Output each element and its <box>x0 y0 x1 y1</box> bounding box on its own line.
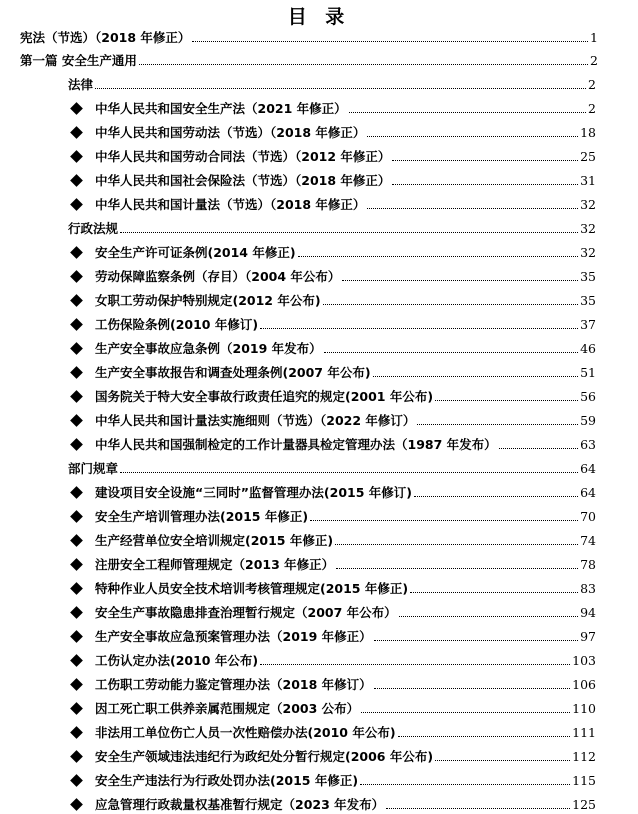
toc-entry-page: 115 <box>572 773 596 788</box>
toc-entry-page: 94 <box>580 605 596 620</box>
diamond-bullet-icon <box>70 126 83 139</box>
toc-entry[interactable] <box>72 574 596 596</box>
toc-entry[interactable] <box>20 46 598 68</box>
dot-leader <box>95 88 586 89</box>
dot-leader <box>499 448 578 449</box>
diamond-bullet-icon <box>70 150 83 163</box>
toc-entry-label: 女职工劳动保护特别规定(2012 年公布) <box>95 293 321 308</box>
toc-entry[interactable] <box>72 742 596 764</box>
toc-entry-page: 112 <box>572 749 596 764</box>
toc-entry[interactable] <box>72 166 596 188</box>
toc-entry-label: 国务院关于特大安全事故行政责任追究的规定(2001 年公布) <box>95 389 434 404</box>
toc-entry[interactable] <box>72 694 596 716</box>
toc-entry-page: 1 <box>590 30 598 45</box>
toc-entry-label: 中华人民共和国劳动合同法（节选）（2012 年修正） <box>95 149 391 164</box>
toc-entry-label: 中华人民共和国劳动法（节选）（2018 年修正） <box>95 125 366 140</box>
toc-entry[interactable] <box>72 478 596 500</box>
dot-leader <box>324 352 578 353</box>
dot-leader <box>323 304 579 305</box>
dot-leader <box>342 280 578 281</box>
diamond-bullet-icon <box>70 750 83 763</box>
toc-entry[interactable] <box>72 766 596 788</box>
toc-entry-label: 中华人民共和国计量法实施细则（节选）（2022 年修订） <box>95 413 416 428</box>
toc-entry-page: 63 <box>580 437 596 452</box>
toc-entry-label: 应急管理行政裁量权基准暂行规定（2023 年发布） <box>95 797 385 812</box>
diamond-bullet-icon <box>70 342 83 355</box>
diamond-bullet-icon <box>70 294 83 307</box>
diamond-bullet-icon <box>70 726 83 739</box>
toc-entry-page: 37 <box>580 317 596 332</box>
toc-entry-label: 安全生产事故隐患排查治理暂行规定（2007 年公布） <box>95 605 397 620</box>
toc-entry-label: 第一篇 安全生产通用 <box>20 53 137 68</box>
dot-leader <box>349 112 586 113</box>
toc-entry-page: 2 <box>588 101 596 116</box>
toc-entry[interactable] <box>72 502 596 524</box>
toc-entry-label: 中华人民共和国社会保险法（节选）（2018 年修正） <box>95 173 391 188</box>
toc-entry-page: 59 <box>580 413 596 428</box>
toc-entry-label: 中华人民共和国强制检定的工作计量器具检定管理办法（1987 年发布） <box>95 437 497 452</box>
dot-leader <box>374 640 578 641</box>
toc-entry-label: 因工死亡职工供养亲属范围规定（2003 公布） <box>95 701 360 716</box>
diamond-bullet-icon <box>70 702 83 715</box>
toc-entry-page: 46 <box>580 341 596 356</box>
dot-leader <box>361 712 570 713</box>
toc-entry-label: 非法用工单位伤亡人员一次性赔偿办法(2010 年公布) <box>95 725 396 740</box>
toc-entry[interactable] <box>72 190 596 212</box>
toc-entry-label: 安全生产违法行为行政处罚办法(2015 年修正) <box>95 773 359 788</box>
toc-entry-label: 宪法（节选）（2018 年修正） <box>20 30 191 45</box>
dot-leader <box>392 184 578 185</box>
toc-entry-page: 111 <box>572 725 596 740</box>
dot-leader <box>414 496 578 497</box>
dot-leader <box>435 400 578 401</box>
diamond-bullet-icon <box>70 318 83 331</box>
toc-entry-label: 法律 <box>68 77 94 92</box>
toc-entry-page: 125 <box>572 797 596 812</box>
toc-entry-label: 注册安全工程师管理规定（2013 年修正） <box>95 557 335 572</box>
toc-title: 目 录 <box>287 6 351 28</box>
diamond-bullet-icon <box>70 606 83 619</box>
toc-entry[interactable] <box>68 214 596 236</box>
diamond-bullet-icon <box>70 102 83 115</box>
diamond-bullet-icon <box>70 198 83 211</box>
toc-entry[interactable] <box>72 262 596 284</box>
toc-entry-label: 安全生产许可证条例(2014 年修正) <box>95 245 296 260</box>
toc-entry[interactable] <box>68 454 596 476</box>
toc-entry-page: 51 <box>580 365 596 380</box>
toc-entry-page: 31 <box>580 173 596 188</box>
toc-entry-page: 35 <box>580 293 596 308</box>
toc-entry-label: 生产安全事故应急预案管理办法（2019 年修正） <box>95 629 372 644</box>
toc-entry-page: 64 <box>580 461 596 476</box>
toc-entry[interactable] <box>72 310 596 332</box>
toc-entry-label: 中华人民共和国安全生产法（2021 年修正） <box>95 101 347 116</box>
toc-entry[interactable] <box>68 70 596 92</box>
diamond-bullet-icon <box>70 774 83 787</box>
dot-leader <box>120 472 578 473</box>
toc-entry-page: 2 <box>590 53 598 68</box>
diamond-bullet-icon <box>70 390 83 403</box>
toc-entry[interactable] <box>72 94 596 116</box>
dot-leader <box>373 376 579 377</box>
toc-entry-label: 特种作业人员安全技术培训考核管理规定(2015 年修正) <box>95 581 409 596</box>
diamond-bullet-icon <box>70 486 83 499</box>
toc-entry[interactable] <box>72 526 596 548</box>
toc-entry-page: 74 <box>580 533 596 548</box>
toc-entry-page: 32 <box>580 245 596 260</box>
toc-entry[interactable] <box>20 23 598 45</box>
toc-entry[interactable] <box>72 790 596 812</box>
diamond-bullet-icon <box>70 270 83 283</box>
toc-entry-page: 35 <box>580 269 596 284</box>
toc-entry-label: 建设项目安全设施“三同时”监督管理办法(2015 年修订) <box>95 485 412 500</box>
toc-entry-label: 生产经营单位安全培训规定(2015 年修正) <box>95 533 334 548</box>
toc-entry[interactable] <box>72 622 596 644</box>
diamond-bullet-icon <box>70 678 83 691</box>
toc-entry[interactable] <box>72 670 596 692</box>
toc-entry[interactable] <box>72 334 596 356</box>
toc-entry-page: 32 <box>580 221 596 236</box>
toc-entry-page: 83 <box>580 581 596 596</box>
toc-entry-page: 32 <box>580 197 596 212</box>
diamond-bullet-icon <box>70 366 83 379</box>
dot-leader <box>374 688 570 689</box>
diamond-bullet-icon <box>70 654 83 667</box>
dot-leader <box>120 232 578 233</box>
dot-leader <box>367 136 578 137</box>
toc-entry-page: 70 <box>580 509 596 524</box>
dot-leader <box>139 64 588 65</box>
toc-entry[interactable] <box>72 646 596 668</box>
dot-leader <box>336 568 578 569</box>
diamond-bullet-icon <box>70 558 83 571</box>
toc-entry[interactable] <box>72 286 596 308</box>
dot-leader <box>260 664 570 665</box>
toc-entry-page: 106 <box>572 677 596 692</box>
dot-leader <box>360 784 570 785</box>
toc-entry-label: 工伤职工劳动能力鉴定管理办法（2018 年修订） <box>95 677 372 692</box>
diamond-bullet-icon <box>70 174 83 187</box>
dot-leader <box>386 808 570 809</box>
diamond-bullet-icon <box>70 510 83 523</box>
toc-entry[interactable] <box>72 406 596 428</box>
dot-leader <box>367 208 578 209</box>
toc-entry-page: 25 <box>580 149 596 164</box>
toc-entry-label: 劳动保障监察条例（存目）（2004 年公布） <box>95 269 341 284</box>
toc-entry-label: 中华人民共和国计量法（节选）（2018 年修正） <box>95 197 366 212</box>
toc-entry[interactable] <box>72 118 596 140</box>
toc-entry-page: 97 <box>580 629 596 644</box>
toc-entry[interactable] <box>72 382 596 404</box>
diamond-bullet-icon <box>70 582 83 595</box>
toc-entry-label: 工伤认定办法(2010 年公布) <box>95 653 259 668</box>
toc-entry-label: 生产安全事故应急条例（2019 年发布） <box>95 341 322 356</box>
dot-leader <box>298 256 579 257</box>
toc-entry-page: 110 <box>572 701 596 716</box>
toc-entry-label: 行政法规 <box>68 221 119 236</box>
toc-entry[interactable] <box>72 718 596 740</box>
dot-leader <box>192 41 588 42</box>
dot-leader <box>417 424 578 425</box>
dot-leader <box>398 736 571 737</box>
toc-entry[interactable] <box>72 238 596 260</box>
diamond-bullet-icon <box>70 798 83 811</box>
toc-entry[interactable] <box>72 142 596 164</box>
toc-entry-label: 安全生产领域违法违纪行为政纪处分暂行规定(2006 年公布) <box>95 749 434 764</box>
dot-leader <box>410 592 578 593</box>
toc-entry-label: 生产安全事故报告和调查处理条例(2007 年公布) <box>95 365 371 380</box>
dot-leader <box>392 160 578 161</box>
toc-entry-page: 78 <box>580 557 596 572</box>
toc-entry-label: 安全生产培训管理办法(2015 年修正) <box>95 509 309 524</box>
toc-entry-page: 18 <box>580 125 596 140</box>
toc-entry[interactable] <box>72 598 596 620</box>
dot-leader <box>310 520 578 521</box>
diamond-bullet-icon <box>70 414 83 427</box>
dot-leader <box>260 328 578 329</box>
toc-entry[interactable] <box>72 550 596 572</box>
diamond-bullet-icon <box>70 534 83 547</box>
dot-leader <box>435 760 570 761</box>
toc-entry-page: 103 <box>572 653 596 668</box>
toc-entry-page: 64 <box>580 485 596 500</box>
diamond-bullet-icon <box>70 630 83 643</box>
toc-entry[interactable] <box>72 430 596 452</box>
dot-leader <box>335 544 578 545</box>
diamond-bullet-icon <box>70 246 83 259</box>
toc-entry-page: 56 <box>580 389 596 404</box>
toc-entry-label: 部门规章 <box>68 461 119 476</box>
toc-entry[interactable] <box>72 358 596 380</box>
diamond-bullet-icon <box>70 438 83 451</box>
dot-leader <box>399 616 578 617</box>
toc-entry-page: 2 <box>588 77 596 92</box>
toc-entry-label: 工伤保险条例(2010 年修订) <box>95 317 259 332</box>
